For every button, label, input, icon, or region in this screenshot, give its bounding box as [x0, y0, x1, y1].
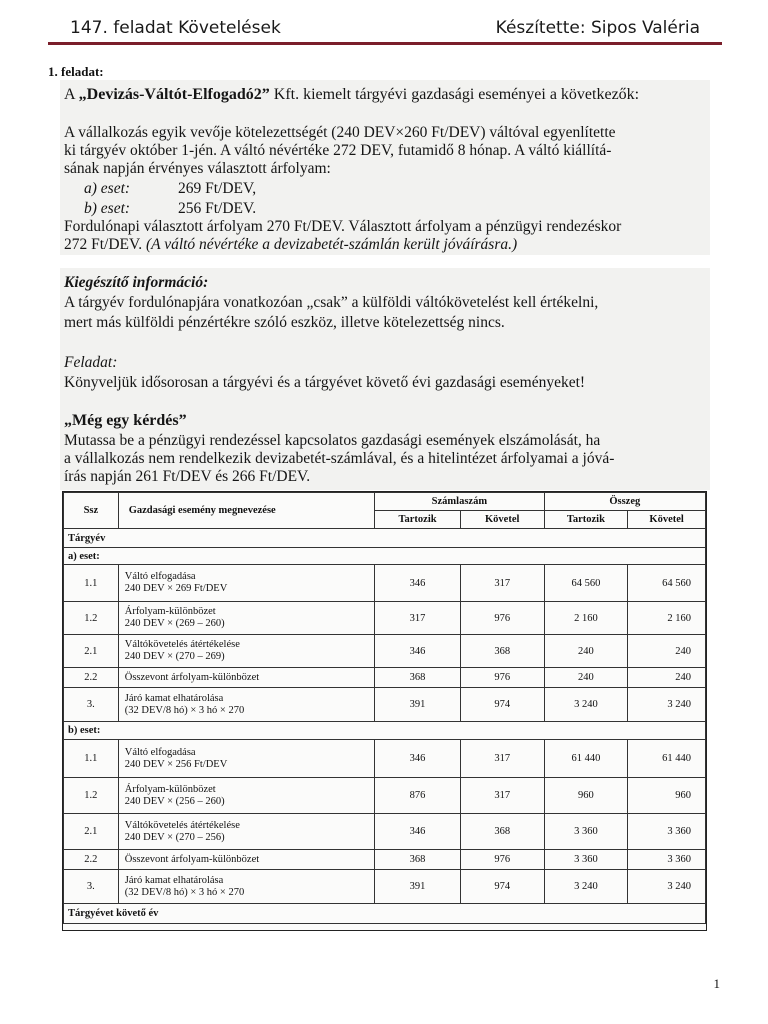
row-desc	[118, 870, 374, 904]
intro-post: Kft. kiemelt tárgyévi gazdasági eseményei a következők:	[269, 86, 640, 103]
task-number: 1. feladat:	[48, 64, 104, 79]
row-ssz: 2.1	[64, 635, 119, 668]
case-b-value: 256 Ft/DEV.	[178, 200, 257, 217]
section-b: b) eset:	[64, 722, 706, 740]
row-desc	[118, 740, 374, 778]
row-debit-amount: 960	[544, 778, 628, 814]
closing-note: (A váltó névértéke a devizabetét-számlán került jóváírásra.)	[145, 236, 518, 253]
row-desc-2: 240 DEV × (256 – 260)	[124, 795, 225, 807]
col-amount-debit: Tartozik	[544, 511, 628, 529]
row-debit-amount: 2 160	[544, 602, 628, 635]
row-debit-account: 317	[375, 602, 461, 635]
closing-rate: 272 Ft/DEV.	[64, 236, 146, 253]
col-desc: Gazdasági esemény megnevezése	[118, 493, 374, 529]
table-row	[64, 850, 706, 870]
row-debit-account: 368	[375, 850, 461, 870]
row-debit-account: 368	[375, 668, 461, 688]
table-row	[64, 870, 706, 904]
section-year: Tárgyév	[64, 529, 706, 548]
row-credit-amount: 3 360	[628, 814, 706, 850]
col-ssz: Ssz	[64, 493, 119, 529]
table-row	[64, 635, 706, 668]
row-credit-amount: 240	[628, 668, 706, 688]
body-line-2: ki tárgyév október 1-jén. A váltó névértéke 272 DEV, futamidő 8 hónap. A váltó kiállítá-	[64, 142, 612, 159]
row-desc-1: Árfolyam-különbözet	[124, 783, 216, 795]
row-credit-account: 976	[460, 602, 544, 635]
col-amount-credit: Követel	[628, 511, 706, 529]
section-next-year: Tárgyévet követő év	[64, 904, 706, 924]
col-amount: Összeg	[544, 493, 705, 511]
row-debit-amount: 240	[544, 668, 628, 688]
row-debit-amount: 3 360	[544, 850, 628, 870]
row-desc-1: Járó kamat elhatárolása	[124, 874, 224, 886]
table-row	[64, 565, 706, 602]
body-line-3: sának napján érvényes választott árfolyam:	[64, 160, 331, 177]
header-author: Készítette: Sipos Valéria	[495, 18, 700, 38]
row-credit-amount: 3 360	[628, 850, 706, 870]
row-credit-account: 974	[460, 688, 544, 722]
row-desc-1: Váltó elfogadása	[124, 571, 196, 582]
closing-line-2	[64, 236, 517, 254]
row-credit-amount: 2 160	[628, 602, 706, 635]
row-desc-1: Váltókövetelés átértékelése	[124, 639, 240, 650]
row-credit-amount: 3 240	[628, 688, 706, 722]
row-desc-2: (32 DEV/8 hó) × 3 hó × 270	[124, 704, 245, 716]
row-desc	[118, 565, 374, 602]
row-desc: Összevont árfolyam-különbözet	[118, 668, 374, 688]
row-ssz: 2.2	[64, 850, 119, 870]
header-rule	[48, 42, 722, 45]
intro-line	[64, 86, 639, 104]
row-credit-amount: 3 240	[628, 870, 706, 904]
row-credit-amount: 960	[628, 778, 706, 814]
row-credit-account: 974	[460, 870, 544, 904]
row-desc-2: 240 DEV × (270 – 256)	[124, 831, 225, 843]
row-desc	[118, 688, 374, 722]
row-credit-amount: 64 560	[628, 565, 706, 602]
question-line-1: Mutassa be a pénzügyi rendezéssel kapcsolatos gazdasági események elszámolását, ha	[64, 432, 601, 449]
row-desc	[118, 814, 374, 850]
row-desc: Összevont árfolyam-különbözet	[118, 850, 374, 870]
row-debit-amount: 3 360	[544, 814, 628, 850]
question-title: „Még egy kérdés”	[64, 412, 187, 429]
row-debit-amount: 3 240	[544, 870, 628, 904]
extra-info-line-2: mert más külföldi pénzértékre szóló eszköz, illetve kötelezettség nincs.	[64, 314, 505, 331]
col-credit: Követel	[460, 511, 544, 529]
task-line: Könyveljük idősorosan a tárgyévi és a tárgyévet követő évi gazdasági eseményeket!	[64, 374, 586, 391]
row-ssz: 1.1	[64, 565, 119, 602]
col-accounts: Számlaszám	[375, 493, 544, 511]
case-a-value: 269 Ft/DEV,	[178, 180, 257, 197]
row-ssz: 3.	[64, 688, 119, 722]
row-ssz: 1.2	[64, 778, 119, 814]
row-desc-1: Váltó elfogadása	[124, 746, 196, 758]
row-ssz: 2.1	[64, 814, 119, 850]
row-desc	[118, 602, 374, 635]
table-row	[64, 602, 706, 635]
row-ssz: 3.	[64, 870, 119, 904]
row-desc-1: Váltókövetelés átértékelése	[124, 819, 240, 831]
row-debit-amount: 240	[544, 635, 628, 668]
header-title: 147. feladat Követelések	[70, 18, 281, 38]
row-credit-account: 368	[460, 635, 544, 668]
row-desc-2: 240 DEV × (270 – 269)	[124, 651, 225, 662]
row-credit-amount: 61 440	[628, 740, 706, 778]
body-line-1: A vállalkozás egyik vevője kötelezettségét (240 DEV×260 Ft/DEV) váltóval egyenlítette	[64, 124, 616, 141]
extra-info-title: Kiegészítő információ:	[64, 274, 209, 291]
row-credit-account: 976	[460, 850, 544, 870]
row-desc	[118, 635, 374, 668]
row-desc	[118, 778, 374, 814]
row-debit-account: 346	[375, 814, 461, 850]
case-b-label: b) eset:	[84, 200, 131, 217]
row-credit-account: 317	[460, 740, 544, 778]
table-row	[64, 688, 706, 722]
row-debit-amount: 64 560	[544, 565, 628, 602]
row-debit-amount: 61 440	[544, 740, 628, 778]
row-desc-2: (32 DEV/8 hó) × 3 hó × 270	[124, 886, 245, 898]
row-desc-1: Árfolyam-különbözet	[124, 606, 216, 617]
row-ssz: 2.2	[64, 668, 119, 688]
row-credit-amount: 240	[628, 635, 706, 668]
row-credit-account: 976	[460, 668, 544, 688]
ledger-table	[62, 491, 707, 931]
task-title: Feladat:	[64, 354, 118, 371]
table-row	[64, 668, 706, 688]
table-row	[64, 740, 706, 778]
section-a: a) eset:	[64, 548, 706, 565]
case-a-label: a) eset:	[84, 180, 131, 197]
extra-info-line-1: A tárgyév fordulónapjára vonatkozóan „csak” a külföldi váltókövetelést kell értékelni,	[64, 294, 599, 311]
row-debit-account: 876	[375, 778, 461, 814]
row-desc-2: 240 DEV × 256 Ft/DEV	[124, 758, 228, 770]
row-ssz: 1.1	[64, 740, 119, 778]
row-debit-account: 391	[375, 688, 461, 722]
row-credit-account: 317	[460, 565, 544, 602]
question-line-2: a vállalkozás nem rendelkezik devizabetét-számlával, és a hitelintézet árfolyamai a jóvá-	[64, 450, 615, 467]
page-number: 1	[713, 976, 720, 991]
row-credit-account: 317	[460, 778, 544, 814]
question-line-3: írás napján 261 Ft/DEV és 266 Ft/DEV.	[64, 468, 311, 485]
closing-line-1: Fordulónapi választott árfolyam 270 Ft/DEV. Választott árfolyam a pénzügyi rendezéskor	[64, 218, 622, 235]
row-debit-account: 391	[375, 870, 461, 904]
table-header-row-1	[64, 493, 706, 511]
company-name: „Devizás-Váltót-Elfogadó2”	[78, 86, 270, 103]
row-ssz: 1.2	[64, 602, 119, 635]
row-desc-2: 240 DEV × 269 Ft/DEV	[124, 583, 228, 594]
row-desc-2: 240 DEV × (269 – 260)	[124, 618, 225, 629]
row-credit-account: 368	[460, 814, 544, 850]
row-debit-account: 346	[375, 635, 461, 668]
row-debit-account: 346	[375, 565, 461, 602]
intro-pre: A	[64, 86, 79, 103]
row-desc-1: Járó kamat elhatárolása	[124, 692, 224, 704]
table-row	[64, 778, 706, 814]
col-debit: Tartozik	[375, 511, 461, 529]
table-row	[64, 814, 706, 850]
row-debit-account: 346	[375, 740, 461, 778]
row-debit-amount: 3 240	[544, 688, 628, 722]
